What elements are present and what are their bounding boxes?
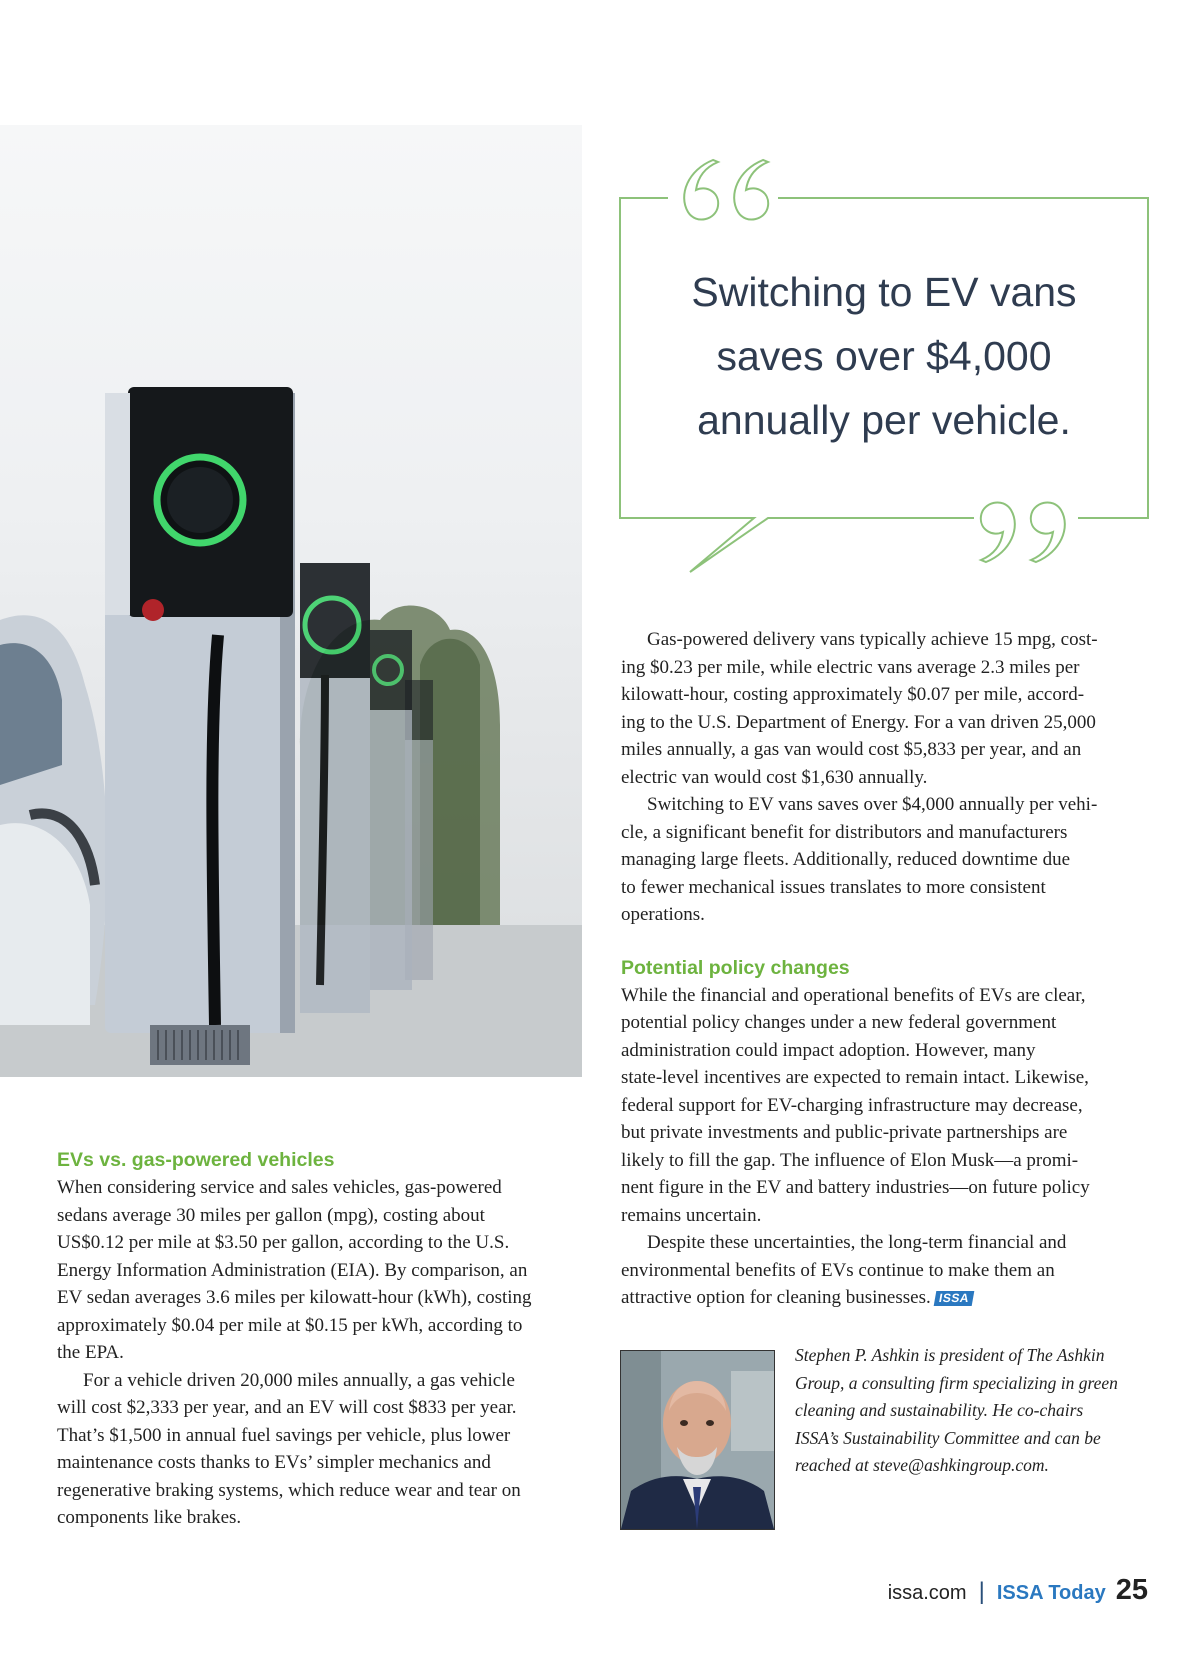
right-column [621,626,1145,1312]
text-line: managing large fleets. Additionally, reduced downtime due [621,849,1071,870]
pull-quote-text [618,260,1150,452]
text-line: to fewer mechanical issues translates to more consistent [621,876,1046,898]
text-line: sedans average 30 miles per gallon (mpg), costing about [57,1204,485,1226]
policy-heading: Potential policy changes [621,956,850,979]
paragraph [621,982,1145,1230]
bio-line: cleaning and sustainability. He co-chairs [795,1400,1084,1420]
paragraph [621,791,1145,929]
author-headshot [620,1350,775,1530]
text-line: miles annually, a gas van would cost $5,833 per year, and an [621,739,1082,760]
text-line: approximately $0.04 per mile at $0.15 per kWh, according to [57,1314,523,1336]
text-line: ing to the U.S. Department of Energy. For a van driven 25,000 [621,711,1096,733]
text-line: administration could impact adoption. However, many [621,1039,1036,1061]
text-line: While the financial and operational benefits of EVs are clear, [621,984,1086,1006]
page-footer [888,1574,1148,1607]
text-line: environmental benefits of EVs continue to make them an [621,1259,1055,1281]
paragraph [57,1174,577,1367]
issa-end-mark-icon: ISSA [934,1291,975,1306]
text-line: For a vehicle driven 20,000 miles annually, a gas vehicle [83,1369,515,1391]
text-line: federal support for EV-charging infrastructure may decrease, [621,1094,1083,1116]
intro-section [621,626,1145,929]
text-line: regenerative braking systems, which reduce wear and tear on [57,1479,521,1501]
ev-vs-gas-heading: EVs vs. gas-powered vehicles [57,1149,335,1171]
text-line: US$0.12 per mile at $3.50 per gallon, according to the U.S. [57,1232,510,1253]
text-line: remains uncertain. [621,1204,762,1226]
bio-line: reached at steve@ashkingroup.com. [795,1455,1049,1475]
left-column [57,1146,577,1532]
page-number: 25 [1115,1574,1148,1606]
text-line [621,1284,1145,1312]
text-line: will cost $2,333 per year, and an EV will cost $833 per year. [57,1397,517,1418]
pull-quote-line: saves over $4,000 [716,333,1052,379]
close-quote-icon [981,502,1065,562]
bio-line: ISSA’s Sustainability Committee and can be [795,1427,1101,1448]
policy-section [621,982,1145,1312]
text-line: Despite these uncertainties, the long-term financial and [647,1232,1067,1253]
footer-site-link[interactable]: issa.com [887,1582,967,1604]
text-line: potential policy changes under a new federal government [621,1012,1057,1033]
text-line: state-level incentives are expected to remain intact. Likewise, [621,1067,1089,1088]
ev-charging-stations-photo [0,125,582,1077]
ev-vs-gas-section [57,1174,577,1532]
pull-quote-line: Switching to EV vans [691,269,1077,315]
footer-magazine-name: ISSA Today [996,1582,1106,1604]
open-quote-icon [684,160,768,220]
text-line: cle, a significant benefit for distributors and manufacturers [621,821,1068,843]
text-line: but private investments and public-private partnerships are [621,1122,1068,1143]
paragraph [57,1367,577,1532]
text-line: Energy Information Administration (EIA). By comparison, an [57,1259,528,1281]
author-bio [795,1342,1155,1480]
pull-quote-box [618,140,1150,580]
paragraph [621,626,1145,791]
text-line: Switching to EV vans saves over $4,000 annually per vehi- [647,794,1098,815]
bio-line: Stephen P. Ashkin is president of The Ashkin [795,1345,1105,1365]
text-line: nent figure in the EV and battery industries—on future policy [621,1177,1090,1198]
author-portrait-illustration [621,1351,774,1529]
text-line: maintenance costs thanks to EVs’ simpler mechanics and [57,1452,491,1473]
text-line: That’s $1,500 in annual fuel savings per vehicle, plus lower [57,1424,511,1446]
footer-divider: | [978,1578,985,1605]
text-line: kilowatt-hour, costing approximately $0.07 per mile, accord- [621,684,1085,705]
text-line: When considering service and sales vehicles, gas-powered [57,1177,502,1198]
text-line: components like brakes. [57,1507,242,1528]
text-line: ing $0.23 per mile, while electric vans average 2.3 miles per [621,656,1080,678]
text-line: Gas-powered delivery vans typically achieve 15 mpg, cost- [647,629,1098,650]
text-line: the EPA. [57,1342,124,1363]
text-line: operations. [621,904,705,925]
text-line-content: attractive option for cleaning businesses. [621,1287,931,1308]
pull-quote-line: annually per vehicle. [697,397,1071,443]
text-line: electric van would cost $1,630 annually. [621,766,928,788]
text-line: EV sedan averages 3.6 miles per kilowatt-hour (kWh), costing [57,1287,532,1308]
bio-line: Group, a consulting firm specializing in green [795,1372,1118,1393]
paragraph [621,1229,1145,1312]
text-line: likely to fill the gap. The influence of Elon Musk—a promi- [621,1149,1079,1171]
ev-charger-illustration [0,125,582,1077]
